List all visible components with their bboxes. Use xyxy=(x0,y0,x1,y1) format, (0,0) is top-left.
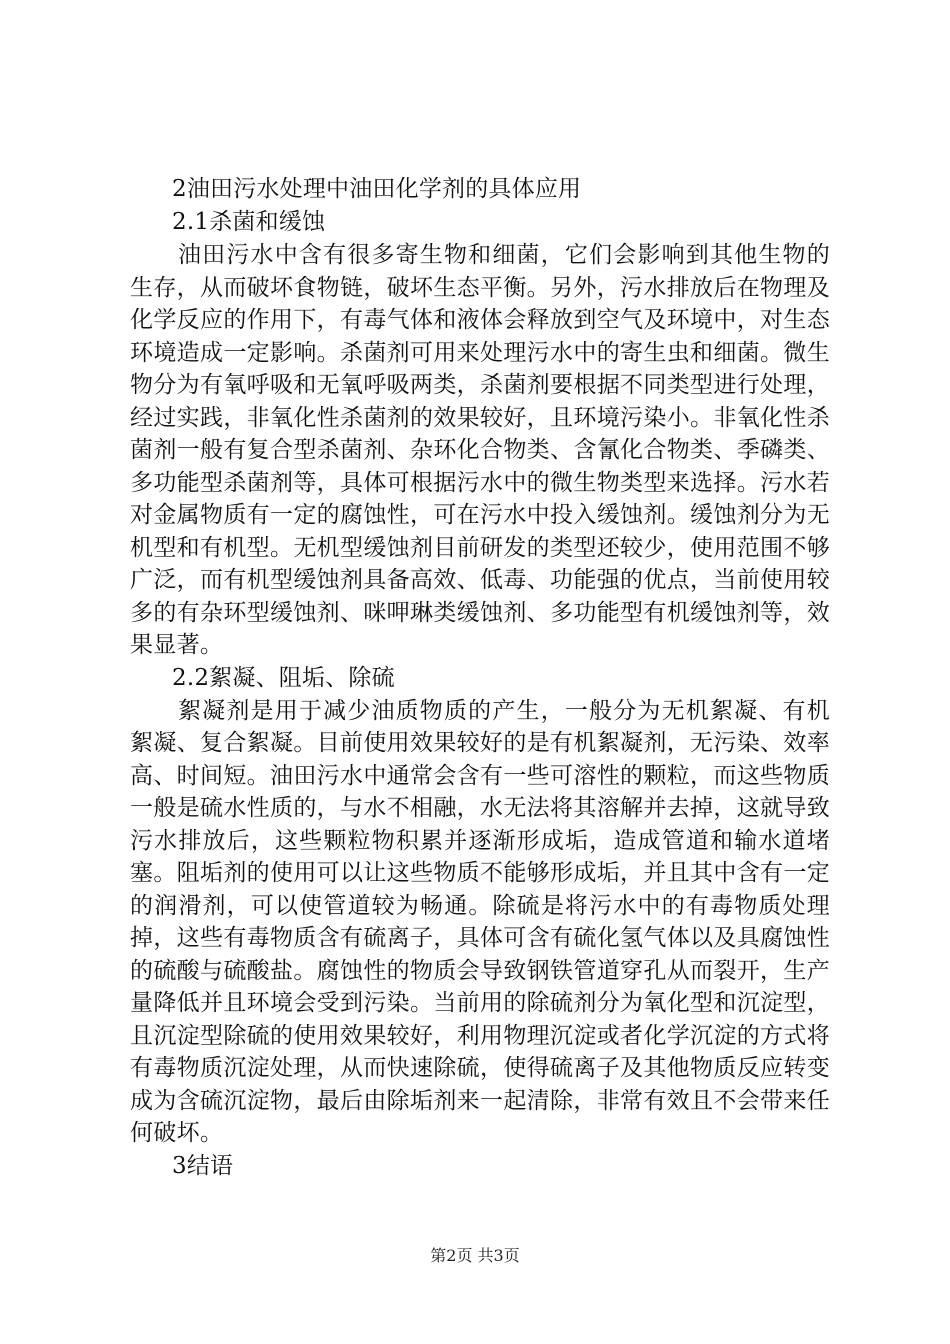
subsection-heading-1: 2.1杀菌和缓蚀 xyxy=(172,209,326,235)
subsection-heading-2: 2.2絮凝、阻垢、除硫 xyxy=(172,664,395,691)
paragraph-flocculation: 絮凝剂是用于减少油质物质的产生，一般分为无机絮凝、有机絮凝、复合絮凝。目前使用效果较好的是有机絮凝剂，无污染、效率高、时间短。油田污水中通常会含有一些可溶性的颗粒，而这些物质一般是硫水性质的，与水不相融，水无法将其溶解并去掉，这就导致污水排放后，这些颗粒物积累并逐渐形成垢，造成管道和输水道堵塞。阻垢剂的使用可以让这些物质不能够形成垢，并且其中含有一定的润滑剂，可以使管道较为畅通。除硫是将污水中的有毒物质处理掉，这些有毒物质含有硫离子，具体可含有硫化氢气体以及具腐蚀性的硫酸与硫酸盐。腐蚀性的物质会导致钢铁管道穿孔从而裂开，生产量降低并且环境会受到污染。当前用的除硫剂分为氧化型和沉淀型，且沉淀型除硫的使用效果较好，利用物理沉淀或者化学沉淀的方式将有毒物质沉淀处理，从而快速除硫，使得硫离子及其他物质反应转变成为含硫沉淀物，最后由除垢剂来一起清除，非常有效且不会带来任何破坏。 xyxy=(130,697,830,1146)
article-body xyxy=(130,173,830,1183)
section-heading-conclusion: 3结语 xyxy=(172,1152,234,1179)
paragraph-sterilization: 油田污水中含有很多寄生物和细菌，它们会影响到其他生物的生存，从而破坏食物链，破坏生态平衡。另外，污水排放后在物理及化学反应的作用下，有毒气体和液体会释放到空气及环境中，对生态环境造成一定影响。杀菌剂可用来处理污水中的寄生虫和细菌。微生物分为有氧呼吸和无氧呼吸两类，杀菌剂要根据不同类型进行处理，经过实践，非氧化性杀菌剂的效果较好，且环境污染小。非氧化性杀菌剂一般有复合型杀菌剂、杂环化合物类、含氰化合物类、季磷类、多功能型杀菌剂等，具体可根据污水中的微生物类型来选择。污水若对金属物质有一定的腐蚀性，可在污水中投入缓蚀剂。缓蚀剂分为无机型和有机型。无机型缓蚀剂目前研发的类型还较少，使用范围不够广泛，而有机型缓蚀剂具备高效、低毒、功能强的优点，当前使用较多的有杂环型缓蚀剂、咪呷琳类缓蚀剂、多功能型有机缓蚀剂等，效果显著。 xyxy=(130,242,830,658)
section-heading: 2油田污水处理中油田化学剂的具体应用 xyxy=(172,176,582,202)
page-footer: 第2页 共3页 xyxy=(430,1246,520,1265)
